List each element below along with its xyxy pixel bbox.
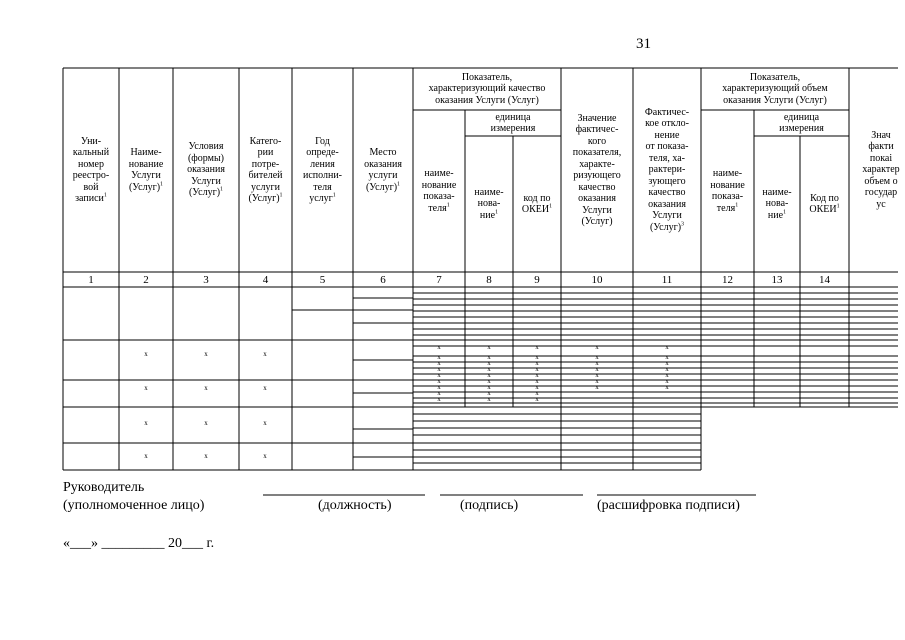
position-caption: (должность)	[318, 498, 392, 513]
cell-mark: x	[437, 371, 441, 379]
cell-mark: x	[204, 452, 208, 460]
cell-mark: x	[437, 359, 441, 367]
cell-mark: x	[595, 365, 599, 373]
cell-mark: x	[535, 383, 539, 391]
cell-mark: x	[437, 343, 441, 351]
cell-mark: x	[144, 452, 148, 460]
cell-mark: x	[535, 353, 539, 361]
head-label: Руководитель	[63, 480, 145, 495]
cell-mark: x	[535, 343, 539, 351]
cell-mark: x	[665, 371, 669, 379]
header-quality-unit-name: наиме- нова- ние$^1$	[474, 186, 504, 221]
cell-mark: x	[263, 350, 267, 358]
column-number: 4	[262, 274, 269, 286]
cell-mark: x	[144, 350, 148, 358]
header-actual-quality-value: Значение фактичес- кого показателя, характе- ризующего качество оказания Услуги (Услуг)	[572, 112, 622, 227]
header-service-name: Наиме- нование Услуги (Услуг)$^1$	[128, 147, 164, 193]
column-number: 11	[661, 274, 673, 286]
header-year: Год опреде- ления исполни- теля услуг$^1$	[302, 135, 343, 204]
column-number: 9	[534, 274, 540, 286]
column-number: 6	[380, 274, 386, 286]
header-quality-group: Показатель, характеризующий качество оказания Услуги (Услуг)	[428, 71, 546, 106]
cell-mark: x	[437, 383, 441, 391]
cell-mark: x	[144, 419, 148, 427]
cell-mark: x	[437, 353, 441, 361]
header-quality-unit-group: единица измерения	[490, 111, 536, 134]
cell-mark: x	[595, 377, 599, 385]
column-number: 7	[436, 274, 442, 286]
cell-mark: x	[595, 371, 599, 379]
column-number: 8	[486, 274, 492, 286]
cell-mark: x	[665, 377, 669, 385]
column-number: 1	[88, 274, 94, 286]
cell-mark: x	[665, 343, 669, 351]
cell-mark: x	[487, 359, 491, 367]
cell-mark: x	[437, 377, 441, 385]
header-quality-okei: код по ОКЕИ$^1$	[521, 192, 553, 215]
cell-mark: x	[535, 389, 539, 397]
cell-mark: x	[535, 359, 539, 367]
header-actual-volume-value: Знач факти покаi характер объем о государ ус	[862, 129, 900, 210]
cell-mark: x	[263, 452, 267, 460]
cell-mark: x	[487, 383, 491, 391]
column-number: 13	[771, 274, 783, 286]
cell-mark: x	[204, 384, 208, 392]
cell-mark: x	[204, 350, 208, 358]
cell-mark: x	[263, 384, 267, 392]
cell-mark: x	[487, 343, 491, 351]
header-volume-indicator-name: наиме- нование показа- теля$^1$	[710, 168, 745, 214]
cell-mark: x	[665, 365, 669, 373]
column-number: 10	[591, 274, 603, 286]
cell-mark: x	[535, 365, 539, 373]
cell-mark: x	[487, 377, 491, 385]
cell-mark: x	[487, 353, 491, 361]
header-actual-deviation: Фактичес- кое откло- нение от показа- теля, ха- рактери- зующего качество оказания Услуги (Услуг)$^3$	[644, 106, 690, 233]
cell-mark: x	[487, 365, 491, 373]
cell-mark: x	[487, 389, 491, 397]
header-volume-group: Показатель, характеризующий объем оказания Услуги (Услуг)	[722, 71, 828, 106]
date-line: «___» _________ 20___ г.	[63, 536, 215, 551]
decode-caption: (расшифровка подписи)	[597, 498, 740, 513]
header-volume-unit-group: единица измерения	[779, 111, 824, 134]
cell-mark: x	[595, 343, 599, 351]
header-consumer-categories: Катего- рии потре- бителей услуги (Услуг)$^1$	[248, 135, 283, 204]
column-number: 14	[819, 274, 830, 286]
cell-mark: x	[144, 384, 148, 392]
cell-mark: x	[487, 371, 491, 379]
header-volume-okei: Код по ОКЕИ$^1$	[809, 192, 840, 215]
header-quality-indicator-name: наиме- нование показа- теля$^1$	[421, 168, 457, 214]
header-place: Место оказания услуги (Услуг)$^1$	[364, 147, 402, 193]
cell-mark: x	[437, 389, 441, 397]
header-conditions: Условия (формы) оказания Услуги (Услуг)$^1$	[187, 141, 225, 199]
cell-mark: x	[437, 395, 441, 403]
page-number: 31	[636, 36, 651, 52]
header-volume-unit-name: наиме- нова- ние$^1$	[762, 186, 792, 221]
cell-mark: x	[665, 359, 669, 367]
cell-mark: x	[595, 383, 599, 391]
cell-mark: x	[665, 353, 669, 361]
signature-caption: (подпись)	[460, 498, 519, 513]
cell-mark: x	[595, 359, 599, 367]
cell-mark: x	[665, 383, 669, 391]
column-number: 12	[722, 274, 733, 286]
column-number: 2	[143, 274, 149, 286]
cell-mark: x	[535, 395, 539, 403]
cell-mark: x	[437, 365, 441, 373]
column-number: 5	[319, 274, 326, 286]
column-number: 3	[203, 274, 209, 286]
cell-mark: x	[487, 395, 491, 403]
cell-mark: x	[535, 377, 539, 385]
head-sublabel: (уполномоченное лицо)	[63, 498, 205, 513]
cell-mark: x	[204, 419, 208, 427]
header-unique-number: Уни- кальный номер реестро- вой записи$^1$	[72, 135, 110, 204]
cell-mark: x	[595, 353, 599, 361]
cell-mark: x	[535, 371, 539, 379]
cell-mark: x	[263, 419, 267, 427]
